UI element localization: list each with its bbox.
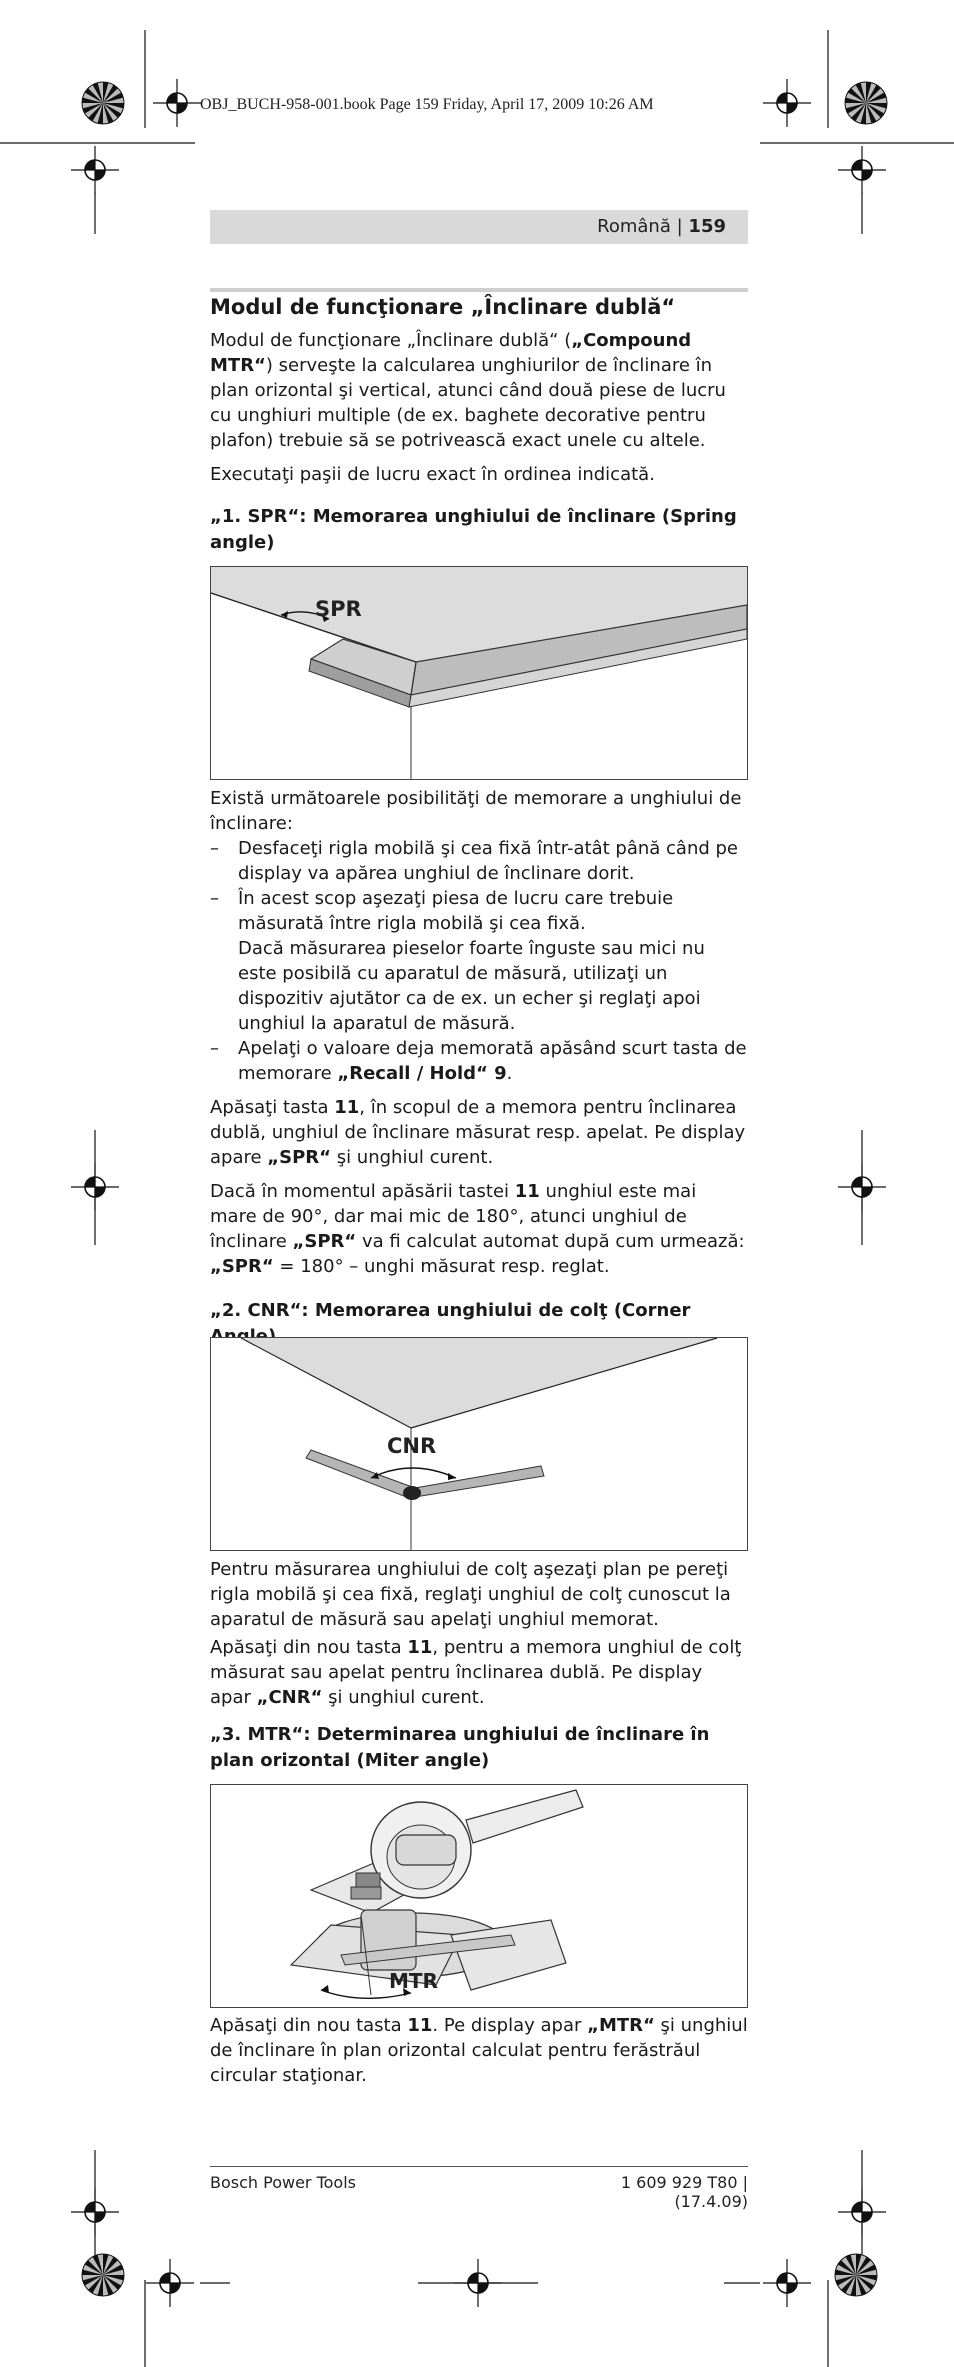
press-text-e: şi unghiul curent. bbox=[330, 1147, 494, 1168]
calc-text-c: unghiul este mai mare de 90°, dar mai mic de 180°, atunci unghiul de înclinare bbox=[210, 1181, 697, 1252]
step2-key: 11 bbox=[407, 1637, 433, 1658]
press-text-a: Apăsaţi tasta bbox=[210, 1097, 335, 1118]
footer-brand: Bosch Power Tools bbox=[210, 2173, 356, 2192]
press-display-code: „SPR“ bbox=[267, 1147, 331, 1168]
figure-cnr bbox=[210, 1337, 748, 1551]
step1-calc-paragraph bbox=[210, 1179, 748, 1279]
figure-mtr bbox=[210, 1784, 748, 2008]
step1-press-paragraph bbox=[210, 1095, 748, 1170]
spr-label: SPR bbox=[315, 597, 362, 621]
step1-title: „1. SPR“: Memorarea unghiului de înclinare (Spring angle) bbox=[210, 506, 737, 553]
step1-intro: Există următoarele posibilităţi de memorare a unghiului de înclinare: bbox=[210, 788, 742, 834]
step2-display-code: „CNR“ bbox=[256, 1687, 323, 1708]
intro-text-c: ) serveşte la calcularea unghiurilor de înclinare în plan orizontal şi vertical, atunci când două piese de lucru cu unghiuri multiple (de ex. baghete decorative pentru plafon) trebuie să se potrivească exact unele cu altele. bbox=[210, 355, 726, 451]
step3-title: „3. MTR“: Determinarea unghiului de înclinare în plan orizontal (Miter angle) bbox=[210, 1724, 710, 1771]
footer-doc-number: 1 609 929 T80 | (17.4.09) bbox=[620, 2173, 748, 2211]
calc-key: 11 bbox=[514, 1181, 540, 1202]
cnr-label: CNR bbox=[387, 1434, 437, 1458]
step3-paragraph bbox=[210, 2013, 748, 2088]
section-title: Modul de funcţionare „Înclinare dublă“ bbox=[210, 295, 676, 319]
step3-text-e: şi unghiul de înclinare în plan orizontal calculat pentru ferăstrăul circular staţionar. bbox=[210, 2015, 748, 2086]
header-separator: | bbox=[676, 216, 683, 237]
step3-key: 11 bbox=[407, 2015, 433, 2036]
intro-paragraph-2: Executaţi paşii de lucru exact în ordinea indicată. bbox=[210, 464, 655, 485]
bullet3-text-c: . bbox=[506, 1063, 513, 1084]
page-number: 159 bbox=[688, 216, 726, 237]
step2-text-a: Apăsaţi din nou tasta bbox=[210, 1637, 408, 1658]
page-header-bar bbox=[210, 210, 748, 244]
section-rule bbox=[210, 288, 748, 292]
mtr-label: MTR bbox=[389, 1969, 438, 1993]
press-key: 11 bbox=[334, 1097, 360, 1118]
step1-text bbox=[210, 786, 748, 1279]
step2-text-e: şi unghiul curent. bbox=[322, 1687, 485, 1708]
bullet3-key-name: „Recall / Hold“ 9 bbox=[337, 1063, 507, 1084]
calc-display-code: „SPR“ bbox=[292, 1231, 357, 1252]
step1-bullet-2 bbox=[210, 886, 748, 1036]
step3-display-code: „MTR“ bbox=[587, 2015, 655, 2036]
step2-title: „2. CNR“: Memorarea unghiului de colţ (Corner bbox=[210, 1300, 691, 1321]
intro-text-a: Modul de funcţionare „Înclinare dublă“ ( bbox=[210, 330, 572, 351]
formula-text: = 180° – unghi măsurat resp. reglat. bbox=[273, 1256, 610, 1277]
footer-rule bbox=[210, 2166, 748, 2167]
press-text-c: , în scopul de a memora pentru înclinarea dublă, unghiul de înclinare măsurat resp. apelat. Pe display apare bbox=[210, 1097, 746, 1168]
step1-bullet-1: – Desfaceţi rigla mobilă şi cea fixă într-atât până când pe display va apărea unghiul de înclinare dorit. bbox=[210, 836, 748, 886]
mtr-illustration bbox=[211, 1785, 747, 2007]
page-header bbox=[597, 216, 726, 237]
step2-paragraph-2 bbox=[210, 1635, 748, 1710]
step3-text-a: Apăsaţi din nou tasta bbox=[210, 2015, 408, 2036]
step2-paragraph-1: Pentru măsurarea unghiului de colţ aşezaţi plan pe pereţi rigla mobilă şi cea fixă, reglaţi unghiul de colţ cunoscut la aparatul de măsură sau apelaţi unghiul memorat. bbox=[210, 1559, 731, 1630]
spr-illustration bbox=[211, 567, 747, 779]
bullet2-text-a: În acest scop aşezaţi piesa de lucru care trebuie măsurată între rigla mobilă şi cea fixă. bbox=[238, 888, 674, 934]
figure-spr bbox=[210, 566, 748, 780]
intro-block bbox=[210, 328, 748, 487]
formula-code: „SPR“ bbox=[210, 1256, 274, 1277]
calc-text-a: Dacă în momentul apăsării tastei bbox=[210, 1181, 515, 1202]
step3-text-c: . Pe display apar bbox=[432, 2015, 588, 2036]
header-language: Română bbox=[597, 216, 671, 237]
intro-paragraph bbox=[210, 328, 748, 453]
step3-text bbox=[210, 2013, 748, 2088]
cnr-illustration bbox=[211, 1338, 747, 1550]
bullet2-text-b: Dacă măsurarea pieselor foarte înguste sau mici nu este posibilă cu aparatul de măsură, utilizaţi un dispozitiv ajutător ca de ex. un echer şi reglaţi apoi unghiul la aparatul de măsură. bbox=[238, 938, 705, 1034]
intro-text-bold: „Compound MTR“ bbox=[210, 330, 692, 376]
calc-text-e: va fi calculat automat după cum urmează: bbox=[356, 1231, 745, 1252]
step2-text bbox=[210, 1557, 748, 1710]
step2-text-c: , pentru a memora unghiul de colţ măsurat sau apelat pentru înclinarea dublă. Pe display apar bbox=[210, 1637, 742, 1708]
print-info-line: OBJ_BUCH-958-001.book Page 159 Friday, April 17, 2009 10:26 AM bbox=[200, 96, 654, 113]
bullet3-text-a: Apelaţi o valoare deja memorată apăsând scurt tasta de memorare bbox=[238, 1038, 747, 1084]
step1-bullet-3 bbox=[210, 1036, 748, 1086]
